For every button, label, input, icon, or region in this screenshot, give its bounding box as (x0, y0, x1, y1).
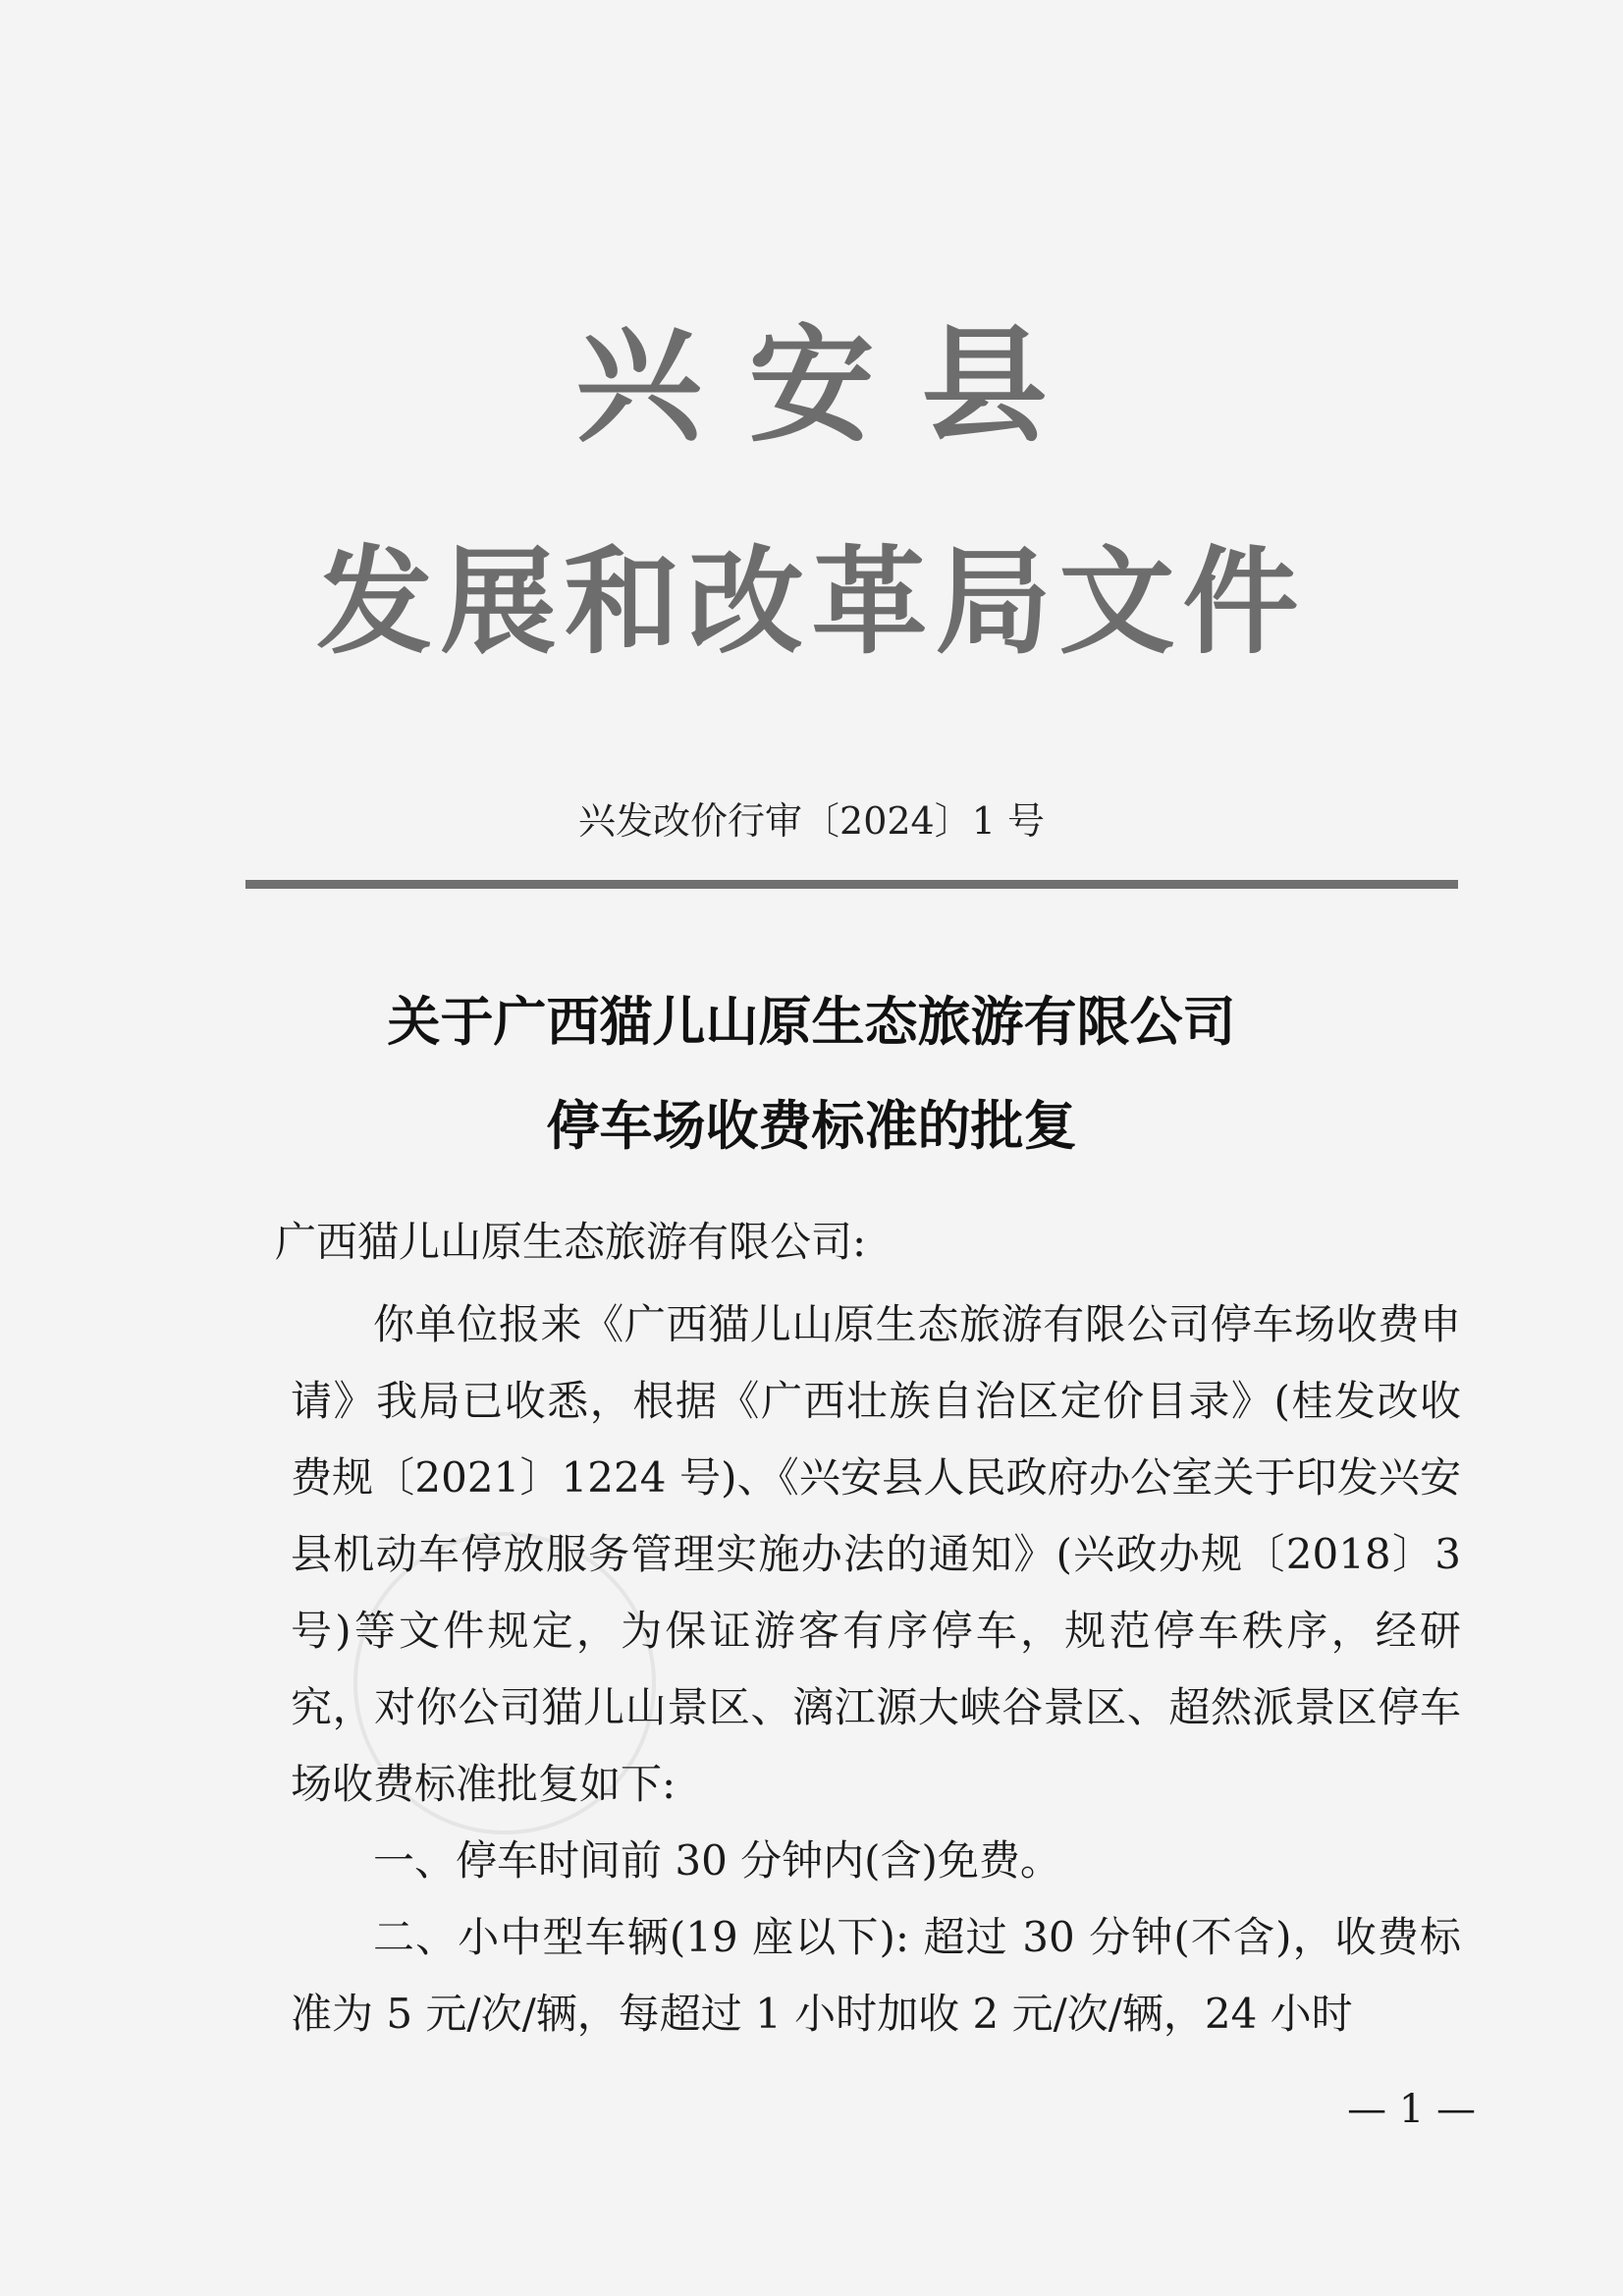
issuer-name-line2: 发展和改革局文件 (316, 533, 1307, 670)
header-divider (245, 880, 1458, 889)
body-paragraph-intro: 你单位报来《广西猫儿山原生态旅游有限公司停车场收费申请》我局已收悉，根据《广西壮族自治区定价目录》(桂发改收费规〔2021〕1224 号)、《兴安县人民政府办公室关于印发兴安县机动车停放服务管理实施办法的通知》(兴政办规〔2018〕3 号)等文件规定，为保证游客有序停车，规范停车秩序，经研究，对你公司猫儿山景区、漓江源大峡谷景区、超然派景区停车场收费标准批复如下: (291, 1300, 1461, 1808)
document-title-line2: 停车场收费标准的批复 (546, 1094, 1077, 1157)
document-title-line1: 关于广西猫儿山原生态旅游有限公司 (387, 990, 1236, 1053)
page-number: — 1 — (1347, 2087, 1476, 2132)
document-body (291, 1286, 1461, 2052)
salutation: 广西猫儿山原生态旅游有限公司: (275, 1218, 867, 1266)
body-paragraph-item1: 一、停车时间前 30 分钟内(含)免费。 (373, 1836, 1061, 1885)
issuer-name-line1: 兴安县 (575, 312, 1095, 460)
body-paragraph-item2: 二、小中型车辆(19 座以下): 超过 30 分钟(不含)，收费标准为 5 元/次/辆，每超过 1 小时加收 2 元/次/辆，24 小时 (291, 1913, 1461, 2038)
document-number: 兴发改价行审〔2024〕1 号 (578, 799, 1045, 843)
